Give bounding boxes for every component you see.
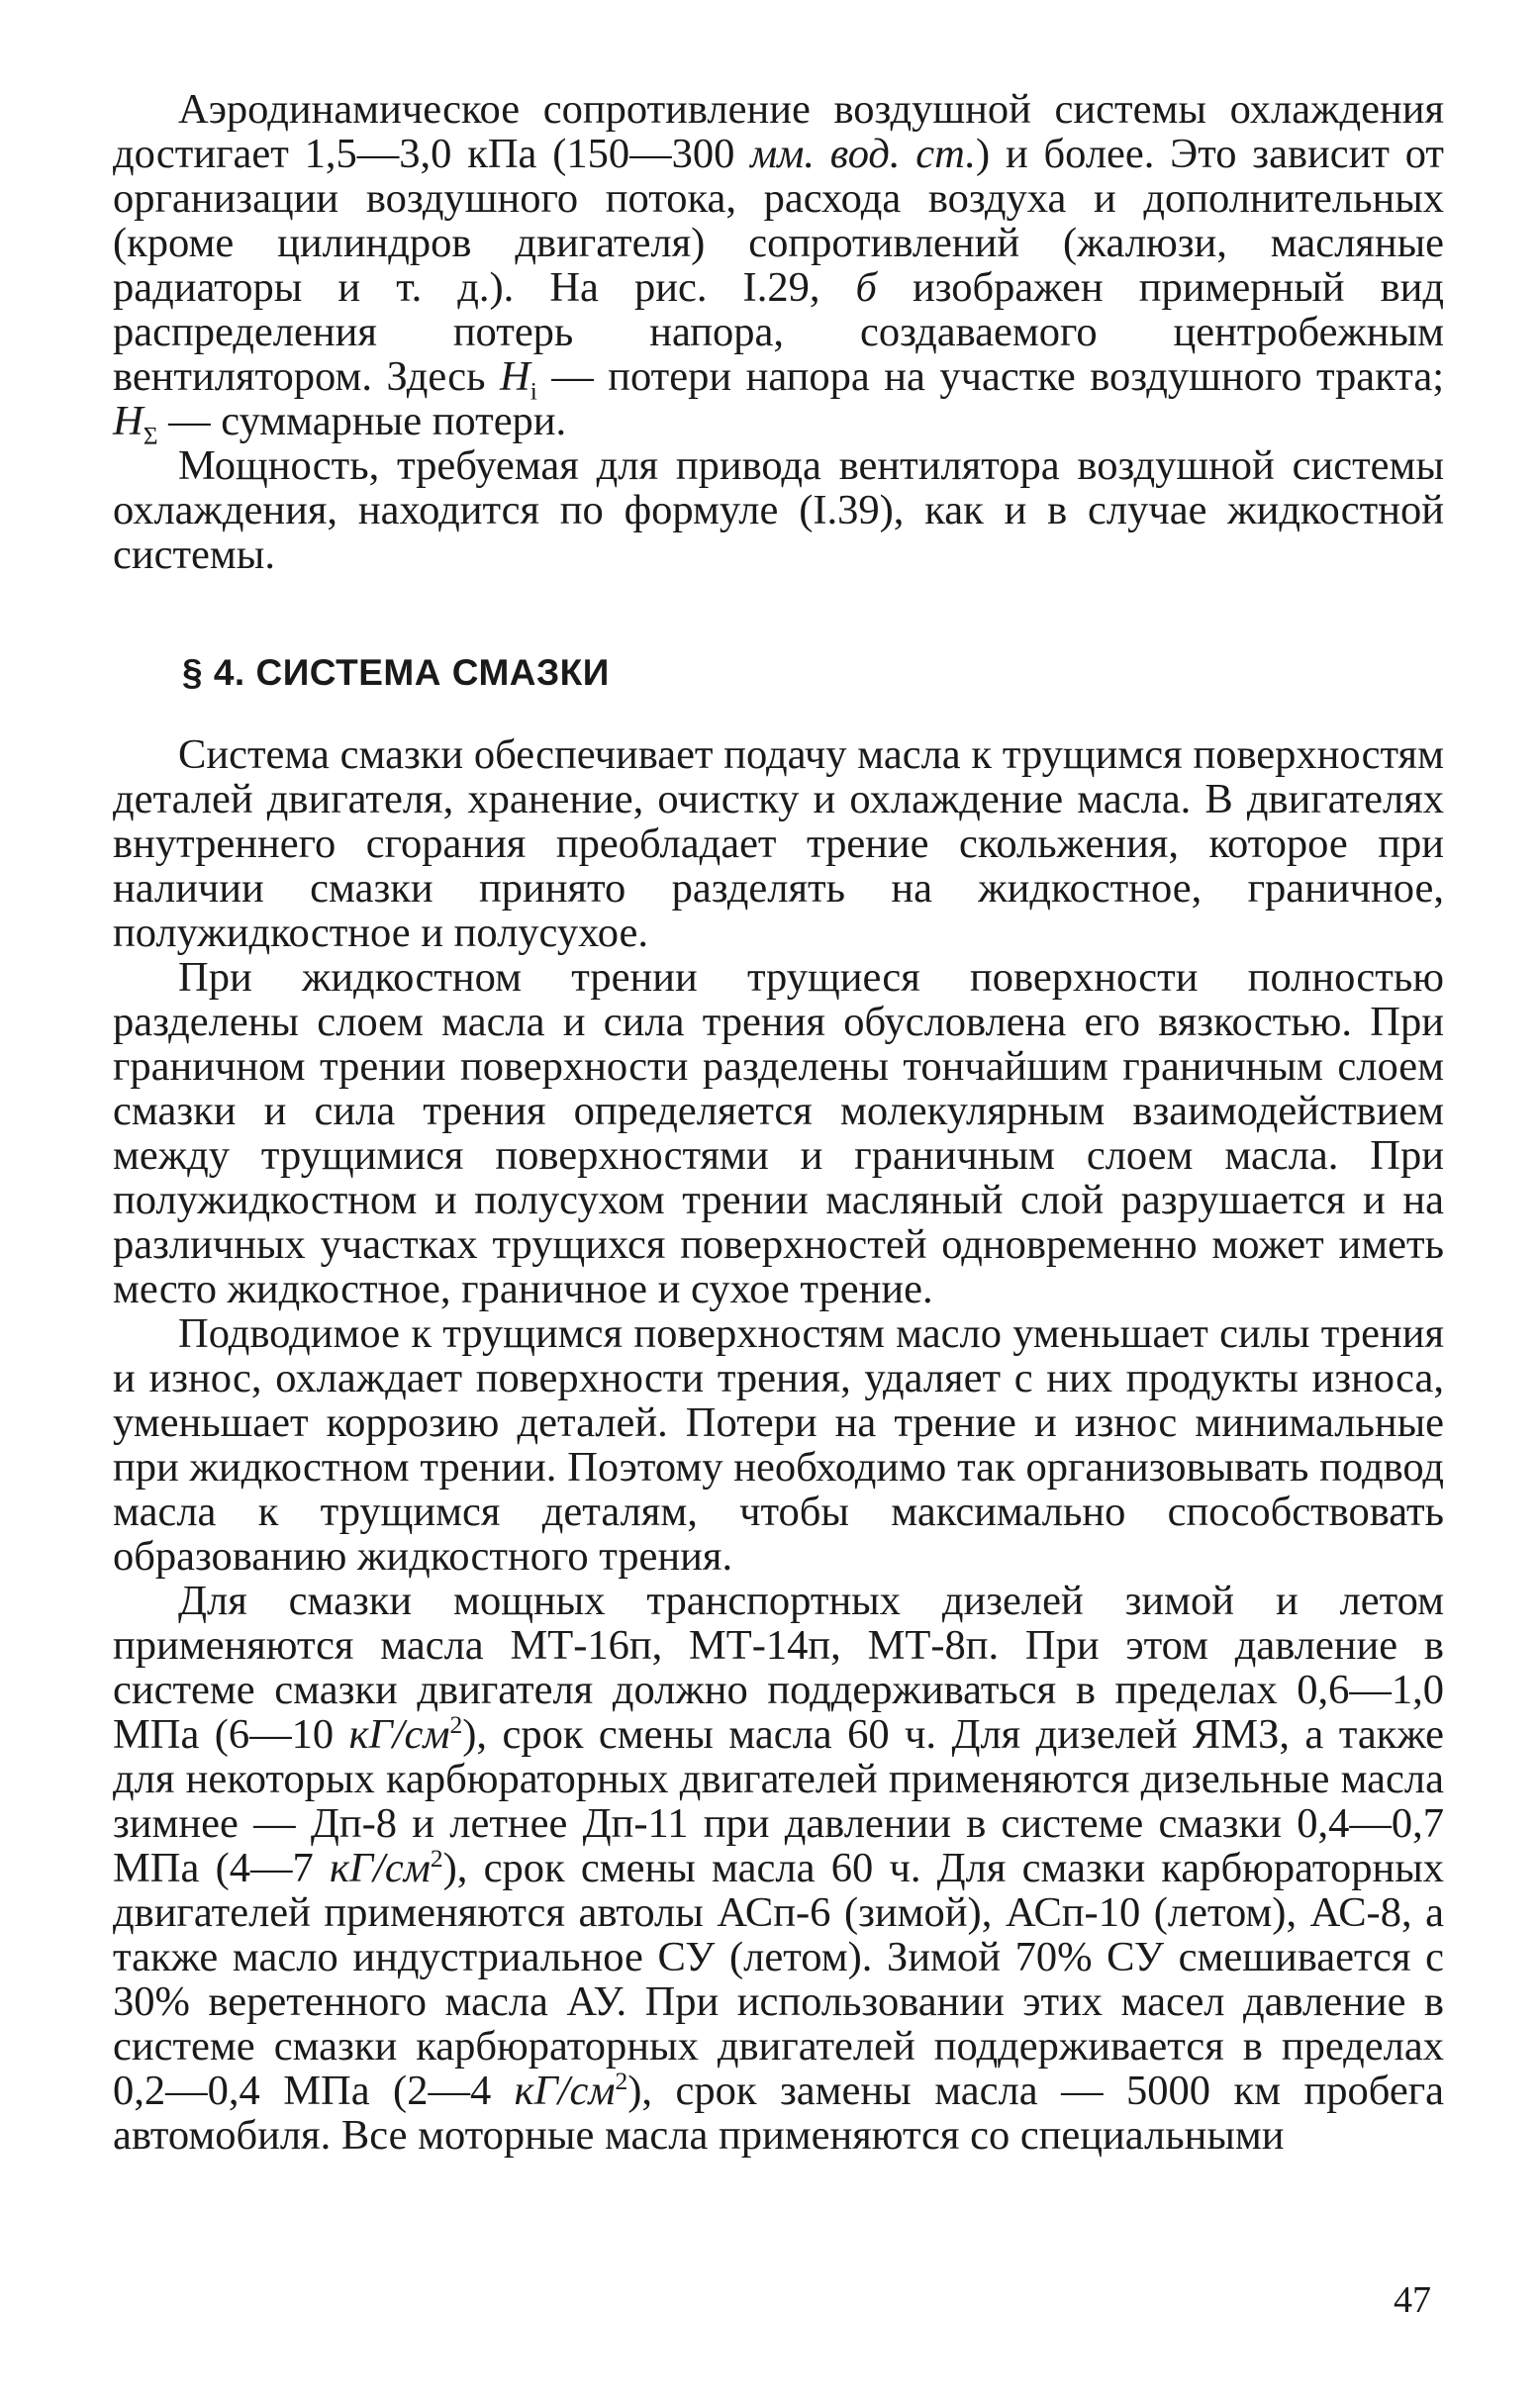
text-run: Аэродинамическое сопротивление воздушной системы охлаждения достигает 1,5—3,0 кПа (150—300 [113,86,1444,177]
text-run: ) и более. Это зависит от организации воздушного потока, расхода воздуха и дополнительных (кроме цилиндров двигателя) сопротивлений (жалюзи, масляные радиаторы и т. д.). На рис. I.29, [113,131,1444,311]
text-run: ), срок смены масла 60 ч. Для смазки карбюраторных двигателей применяются автолы АСп-6 (зимой), АСп-10 (летом), АС-8, а также масло индустриальное СУ (летом). Зимой 70% СУ смешивается с 30% веретенного масла АУ. При использовании этих масел давление в системе смазки карбюраторных двигателей поддерживается в пределах 0,2—0,4 МПа (2—4 [113,1845,1444,2114]
paragraph-p3 [113,732,1444,955]
document-page [113,87,1444,2158]
text-block-top [113,87,1444,577]
subscript: Σ [143,421,158,450]
text-run: Для смазки мощных транспортных дизелей зимой и летом применяются масла МТ-16п, МТ-14п, МТ-8п. При этом давление в системе смазки двигателя должно поддерживаться в пределах 0,6—1,0 МПа (6—10 [113,1578,1444,1758]
subscript: i [529,376,537,406]
italic-run: б [855,264,877,311]
text-run: Подводимое к трущимся поверхностям масло уменьшает силы трения и износ, охлаждает поверхности трения, удаляет с них продукты износа, уменьшает коррозию деталей. Потери на трение и износ минимальные при жидкостном трении. Поэтому необходимо так организовывать подвод масла к трущимся деталям, чтобы максимально способствовать образованию жидкостного трения. [113,1310,1444,1580]
text-run: — суммарные потери. [157,398,567,444]
paragraph-p5 [113,1311,1444,1579]
paragraph-p6 [113,1579,1444,2158]
text-run: При жидкостном трении трущиеся поверхности полностью разделены слоем масла и сила трения обусловлена его вязкостью. При граничном трении поверхности разделены тончайшим граничным слоем смазки и сила трения определяется молекулярным взаимодействием между трущимися поверхностями и граничным слоем масла. При полужидкостном и полусухом трении масляный слой разрушается и на различных участках трущихся поверхностей одновременно может иметь место жидкостное, граничное и сухое трение. [113,954,1444,1312]
superscript: 2 [449,1709,463,1739]
paragraph-p4 [113,955,1444,1311]
text-run: изображен примерный вид распределения потерь напора, создаваемого центробежным вентилятором. Здесь [113,264,1445,400]
section-heading: § 4. СИСТЕМА СМАЗКИ [182,652,610,693]
text-run: ), срок замены масла — 5000 км пробега автомобиля. Все моторные масла применяются со специальными [113,2068,1444,2159]
paragraph-p2 [113,443,1444,577]
italic-run: кГ/см [514,2068,616,2114]
text-run: ), срок смены масла 60 ч. Для дизелей ЯМЗ, а также для некоторых карбюраторных двигателей применяются дизельные масла зимнее — Дп-8 и летнее Дп-11 при давлении в системе смазки 0,4—0,7 МПа (4—7 [113,1711,1444,1891]
text-run: Мощность, требуемая для привода вентилятора воздушной системы охлаждения, находится по формуле (I.39), как и в случае жидкостной системы. [113,442,1444,578]
italic-run: кГ/см [330,1845,431,1891]
text-run: Система смазки обеспечивает подачу масла к трущимся поверхностям деталей двигателя, хранение, очистку и охлаждение масла. В двигателях внутреннего сгорания преобладает трение скольжения, которое при наличии смазки принято разделять на жидкостное, граничное, полужидкостное и полусухое. [113,731,1444,956]
page-number: 47 [1394,2279,1431,2321]
italic-run: H [113,398,144,444]
superscript: 2 [430,1843,443,1873]
paragraph-p1 [113,86,1445,450]
italic-run: кГ/см [348,1711,450,1758]
italic-run: мм. вод. ст. [750,131,977,177]
superscript: 2 [615,2066,628,2095]
italic-run: H [499,353,530,400]
text-block-bottom [113,732,1444,2158]
text-run: — потери напора на участке воздушного тракта; [536,353,1445,400]
